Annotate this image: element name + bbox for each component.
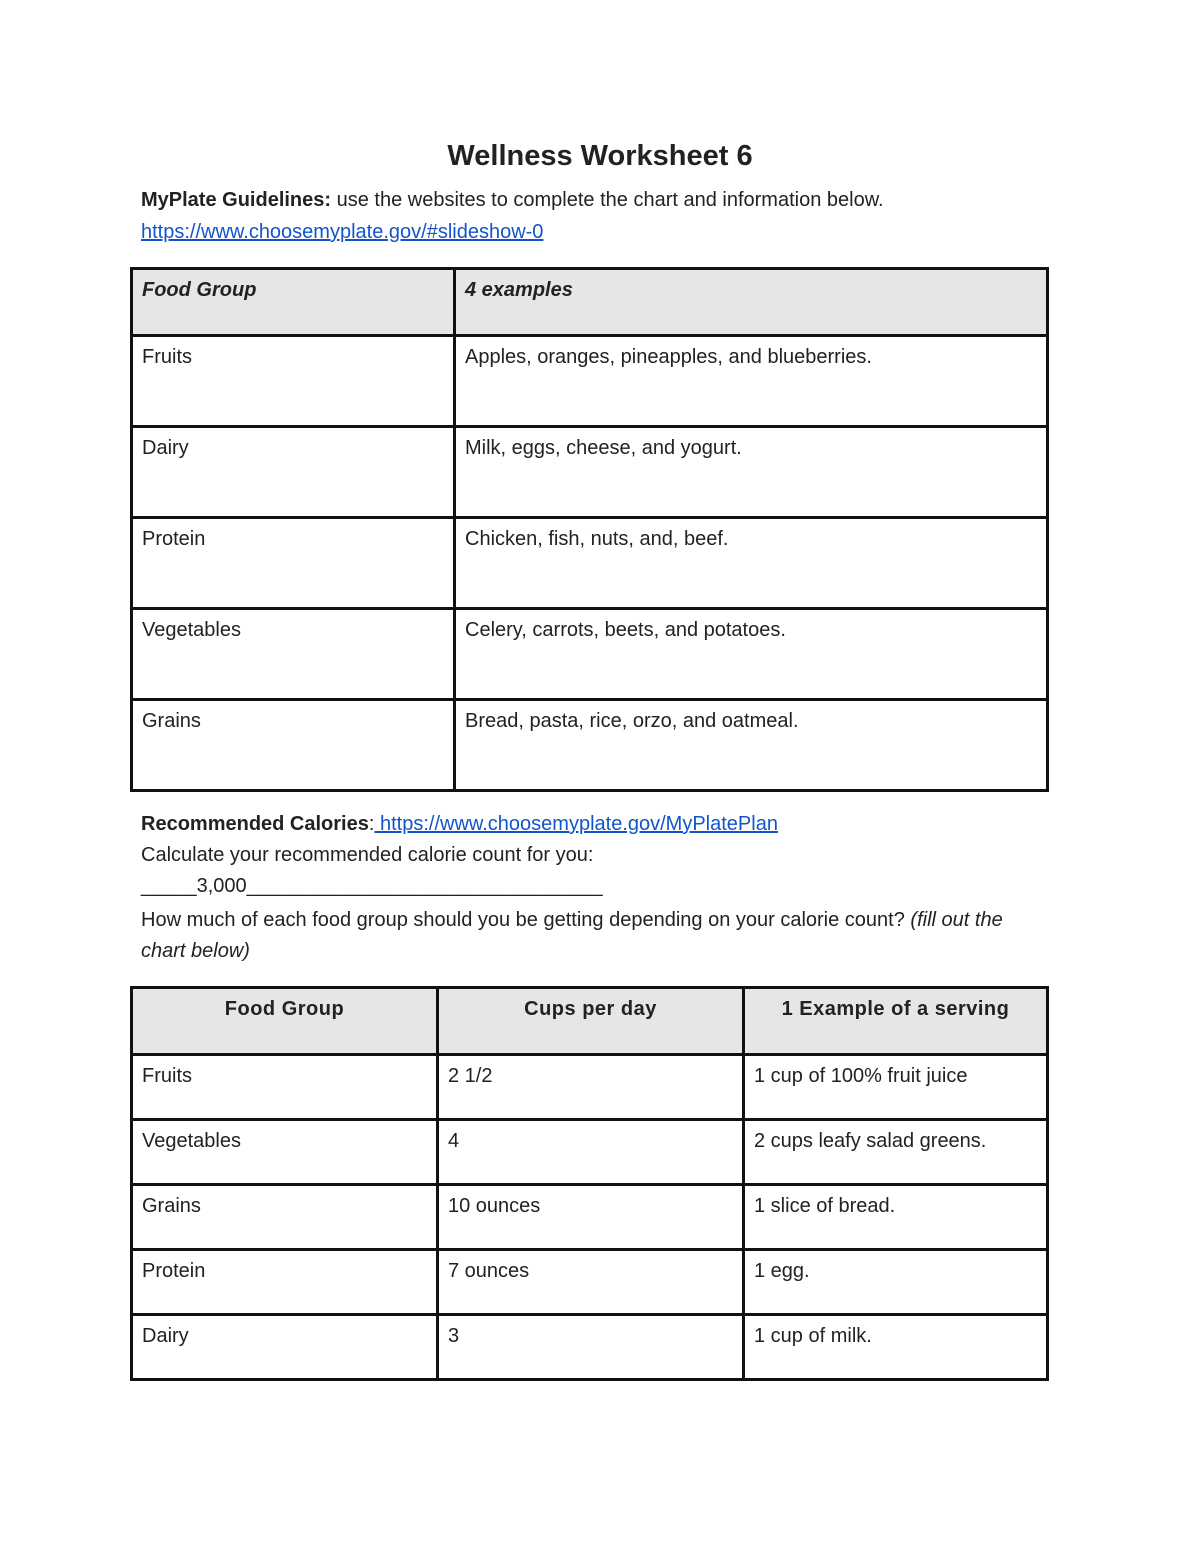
table-row bbox=[132, 1120, 1048, 1185]
examples-cell: Bread, pasta, rice, orzo, and oatmeal. bbox=[455, 700, 1048, 791]
table-header-row bbox=[132, 988, 1048, 1055]
food-group-cell: Dairy bbox=[132, 427, 455, 518]
cups-cell: 4 bbox=[438, 1120, 744, 1185]
examples-cell: Chicken, fish, nuts, and, beef. bbox=[455, 518, 1048, 609]
servings-table bbox=[130, 986, 1049, 1381]
table-row bbox=[132, 336, 1048, 427]
intro-label: MyPlate Guidelines: bbox=[141, 189, 332, 211]
serving-cell: 1 cup of 100% fruit juice bbox=[744, 1055, 1048, 1120]
header-example-serving: 1 Example of a serving bbox=[744, 988, 1048, 1055]
header-examples: 4 examples bbox=[455, 269, 1048, 336]
food-group-cell: Vegetables bbox=[132, 609, 455, 700]
serving-cell: 1 cup of milk. bbox=[744, 1315, 1048, 1380]
serving-cell: 1 egg. bbox=[744, 1250, 1048, 1315]
intro-link-line bbox=[141, 217, 543, 248]
header-food-group: Food Group bbox=[132, 269, 455, 336]
table-row bbox=[132, 1055, 1048, 1120]
food-group-cell: Fruits bbox=[132, 336, 455, 427]
food-examples-table bbox=[130, 267, 1049, 792]
question-note: (fill out the chart below) bbox=[141, 909, 1003, 962]
table-row bbox=[132, 1185, 1048, 1250]
header-cups-per-day: Cups per day bbox=[438, 988, 744, 1055]
header-food-group: Food Group bbox=[132, 988, 438, 1055]
examples-cell: Milk, eggs, cheese, and yogurt. bbox=[455, 427, 1048, 518]
calories-colon: : bbox=[368, 813, 375, 835]
serving-cell: 2 cups leafy salad greens. bbox=[744, 1120, 1048, 1185]
food-group-cell: Grains bbox=[132, 1185, 438, 1250]
food-group-cell: Protein bbox=[132, 1250, 438, 1315]
cups-cell: 7 ounces bbox=[438, 1250, 744, 1315]
question-text: How much of each food group should you be getting depending on your calorie count? bbox=[141, 909, 911, 931]
myplateplan-link[interactable]: https://www.choosemyplate.gov/MyPlatePlan bbox=[374, 813, 778, 835]
cups-cell: 3 bbox=[438, 1315, 744, 1380]
food-group-cell: Grains bbox=[132, 700, 455, 791]
table-row bbox=[132, 427, 1048, 518]
intro-line bbox=[141, 185, 884, 216]
food-group-cell: Dairy bbox=[132, 1315, 438, 1380]
table-row bbox=[132, 1250, 1048, 1315]
page-title: Wellness Worksheet 6 bbox=[447, 140, 753, 172]
table-row bbox=[132, 1315, 1048, 1380]
table-row bbox=[132, 518, 1048, 609]
slideshow-link[interactable]: https://www.choosemyplate.gov/#slideshow-0 bbox=[141, 221, 544, 243]
examples-cell: Celery, carrots, beets, and potatoes. bbox=[455, 609, 1048, 700]
examples-cell: Apples, oranges, pineapples, and blueberries. bbox=[455, 336, 1048, 427]
food-group-cell: Fruits bbox=[132, 1055, 438, 1120]
cups-cell: 10 ounces bbox=[438, 1185, 744, 1250]
calories-label: Recommended Calories bbox=[141, 813, 369, 835]
food-group-cell: Protein bbox=[132, 518, 455, 609]
intro-text: use the websites to complete the chart and information below. bbox=[331, 189, 884, 211]
food-group-cell: Vegetables bbox=[132, 1120, 438, 1185]
calorie-answer: _____3,000________________________________ bbox=[141, 875, 603, 897]
calorie-instruction: Calculate your recommended calorie count for you: bbox=[141, 844, 594, 866]
calories-line bbox=[141, 809, 778, 840]
cups-cell: 2 1/2 bbox=[438, 1055, 744, 1120]
table-header-row bbox=[132, 269, 1048, 336]
serving-cell: 1 slice of bread. bbox=[744, 1185, 1048, 1250]
table-row bbox=[132, 609, 1048, 700]
table-row bbox=[132, 700, 1048, 791]
food-group-question bbox=[141, 905, 1046, 967]
